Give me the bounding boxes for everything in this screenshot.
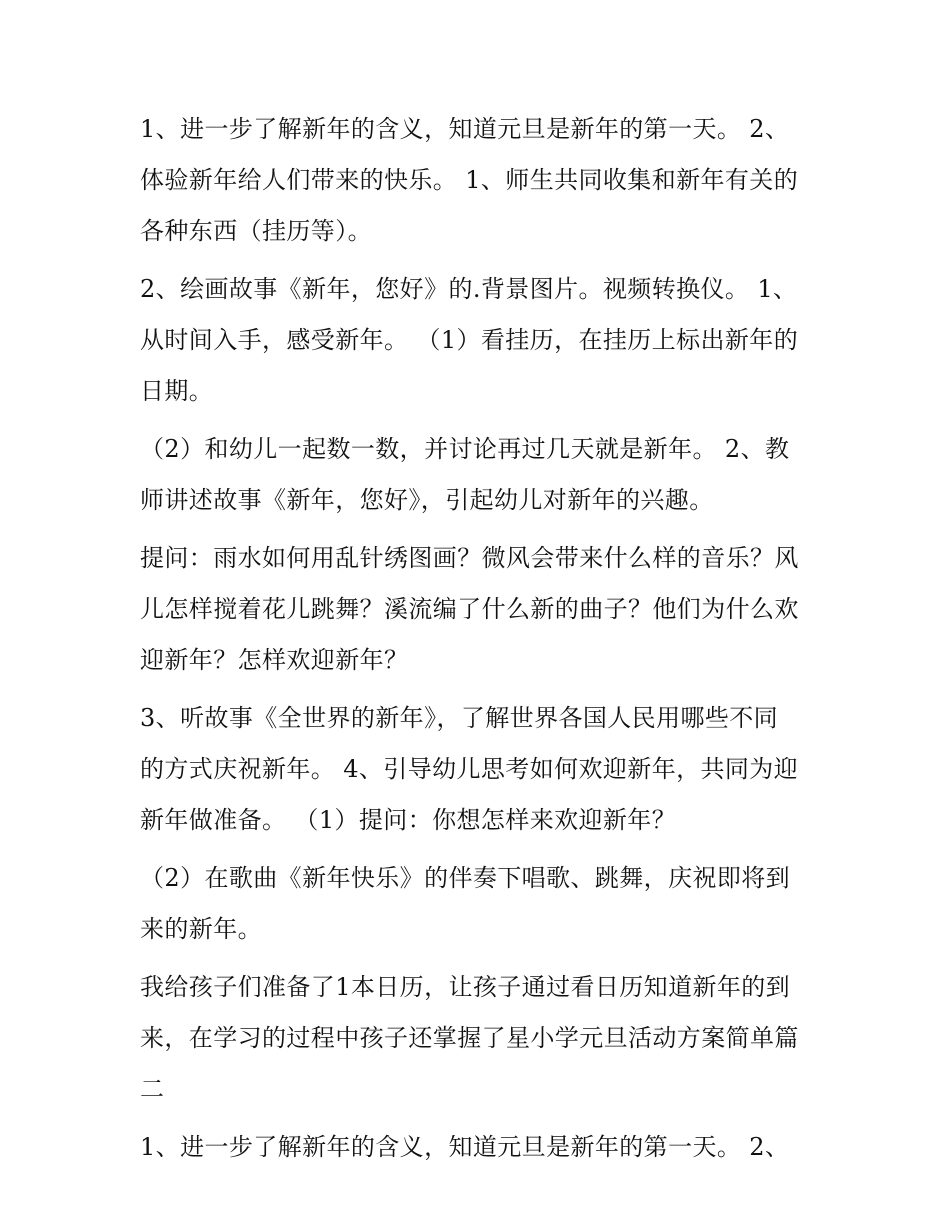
paragraph <box>140 424 820 526</box>
text-line: 从时间入手，感受新年。 （1）看挂历，在挂历上标出新年的 <box>140 326 799 354</box>
text-line: 师讲述故事《新年，您好》，引起幼儿对新年的兴趣。 <box>140 486 714 514</box>
text-line: 新年做准备。 （1）提问：你想怎样来欢迎新年？ <box>140 806 677 834</box>
paragraph <box>140 104 820 257</box>
paragraph <box>140 264 820 417</box>
text-line: 1、进一步了解新年的含义，知道元旦是新年的第一天。 2、 <box>140 115 790 143</box>
text-line: 迎新年？怎样欢迎新年？ <box>140 646 409 674</box>
text-line: 二 <box>140 1075 165 1103</box>
text-line: 来，在学习的过程中孩子还掌握了星小学元旦活动方案简单篇 <box>140 1024 799 1052</box>
text-line: （2）和幼儿一起数一数，并讨论再过几天就是新年。 2、教 <box>140 435 790 463</box>
paragraph <box>140 853 820 955</box>
text-line: 体验新年给人们带来的快乐。 1、师生共同收集和新年有关的 <box>140 166 799 194</box>
paragraph <box>140 533 820 686</box>
paragraph <box>140 962 820 1115</box>
text-line: 提问：雨水如何用乱针绣图画？微风会带来什么样的音乐？风 <box>140 544 799 572</box>
text-line: 日期。 <box>140 377 214 405</box>
document-body <box>140 104 820 1180</box>
text-line: 的方式庆祝新年。 4、引导幼儿思考如何欢迎新年，共同为迎 <box>140 755 799 783</box>
text-line: （2）在歌曲《新年快乐》的伴奏下唱歌、跳舞，庆祝即将到 <box>140 864 791 892</box>
text-line: 1、进一步了解新年的含义，知道元旦是新年的第一天。 2、 <box>140 1133 790 1161</box>
paragraph <box>140 693 820 846</box>
text-line: 儿怎样搅着花儿跳舞？溪流编了什么新的曲子？他们为什么欢 <box>140 595 799 623</box>
text-line: 2、绘画故事《新年，您好》的.背景图片。视频转换仪。 1、 <box>140 275 798 303</box>
text-line: 来的新年。 <box>140 915 262 943</box>
text-line: 各种东西（挂历等）。 <box>140 217 372 245</box>
paragraph <box>140 1122 820 1173</box>
text-line: 3、听故事《全世界的新年》，了解世界各国人民用哪些不同 <box>140 704 779 732</box>
text-line: 我给孩子们准备了1本日历，让孩子通过看日历知道新年的到 <box>140 973 791 1001</box>
